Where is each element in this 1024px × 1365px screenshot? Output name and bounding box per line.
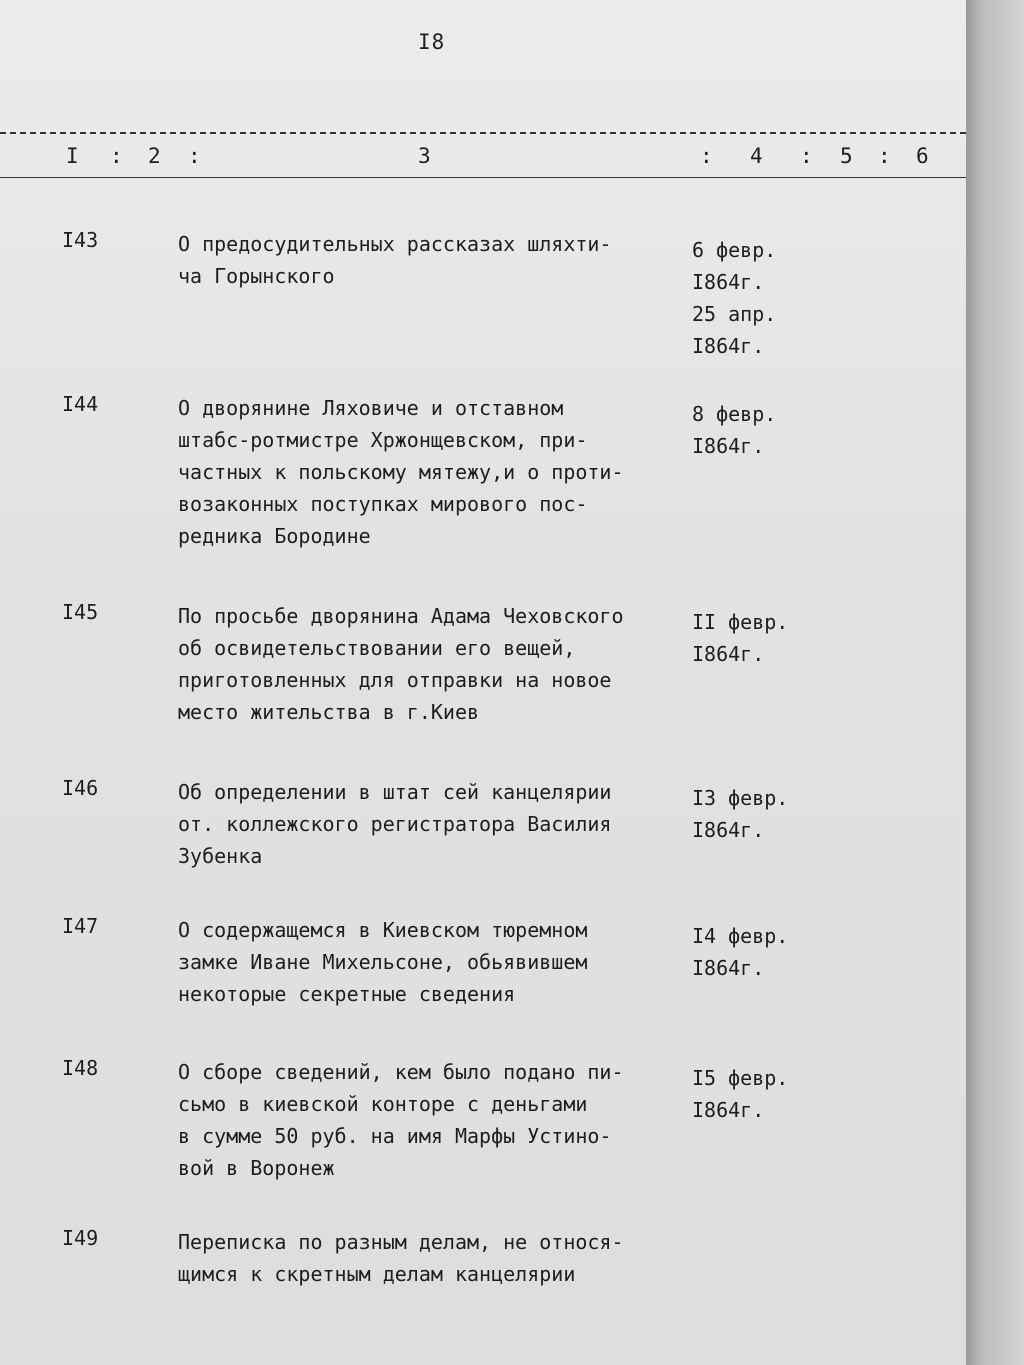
column-separator: : (700, 144, 713, 168)
page-number: I8 (418, 30, 446, 54)
column-header-6: 6 (916, 144, 929, 168)
entry-title: О сборе сведений, кем было подано пи- сьмо в киевской конторе с деньгами в сумме 50 руб. на имя Марфы Устино- вой в Воронеж (178, 1060, 624, 1180)
entry-number: I46 (62, 776, 99, 800)
entry-title: Об определении в штат сей канцелярии от. коллежского регистратора Василия Зубенка (178, 780, 612, 868)
entry-title: О дворянине Ляховиче и отставном штабс-ротмистре Хржонщевском, при- частных к польскому мятежу,и о проти- возаконных поступках мирового пос- редника Бородине (178, 396, 624, 548)
header-bottom-rule (0, 177, 966, 178)
column-header-4: 4 (750, 144, 763, 168)
column-header-1: I (66, 144, 79, 168)
page-edge-shadow (966, 0, 1024, 1365)
entry-title: По просьбе дворянина Адама Чеховского об освидетельствовании его вещей, приготовленных для отправки на новое место жительства в г.Киев (178, 604, 624, 724)
header-top-rule (0, 132, 966, 134)
column-separator: : (878, 144, 891, 168)
column-separator: : (188, 144, 201, 168)
entry-number: I47 (62, 914, 99, 938)
column-header-3: 3 (418, 144, 431, 168)
entry-number: I49 (62, 1226, 99, 1250)
entry-number: I48 (62, 1056, 99, 1080)
column-separator: : (800, 144, 813, 168)
entry-date: I3 февр. I864г. (692, 786, 789, 842)
entry-date: 6 февр. I864г. 25 апр. I864г. (692, 238, 777, 358)
entry-number: I43 (62, 228, 99, 252)
entry-date: I5 февр. I864г. (692, 1066, 789, 1122)
entry-number: I44 (62, 392, 99, 416)
entry-title: О содержащемся в Киевском тюремном замке Иване Михельсоне, обьявившем некоторые секретные сведения (178, 918, 588, 1006)
column-separator: : (110, 144, 123, 168)
column-header-2: 2 (148, 144, 161, 168)
entry-date: I4 февр. I864г. (692, 924, 789, 980)
entry-title: О предосудительных рассказах шляхти- ча Горынского (178, 232, 612, 288)
entry-date: 8 февр. I864г. (692, 402, 777, 458)
column-header-5: 5 (840, 144, 853, 168)
entry-date: II февр. I864г. (692, 610, 789, 666)
entry-number: I45 (62, 600, 99, 624)
entry-title: Переписка по разным делам, не относя- щимся к скретным делам канцелярии (178, 1230, 624, 1286)
